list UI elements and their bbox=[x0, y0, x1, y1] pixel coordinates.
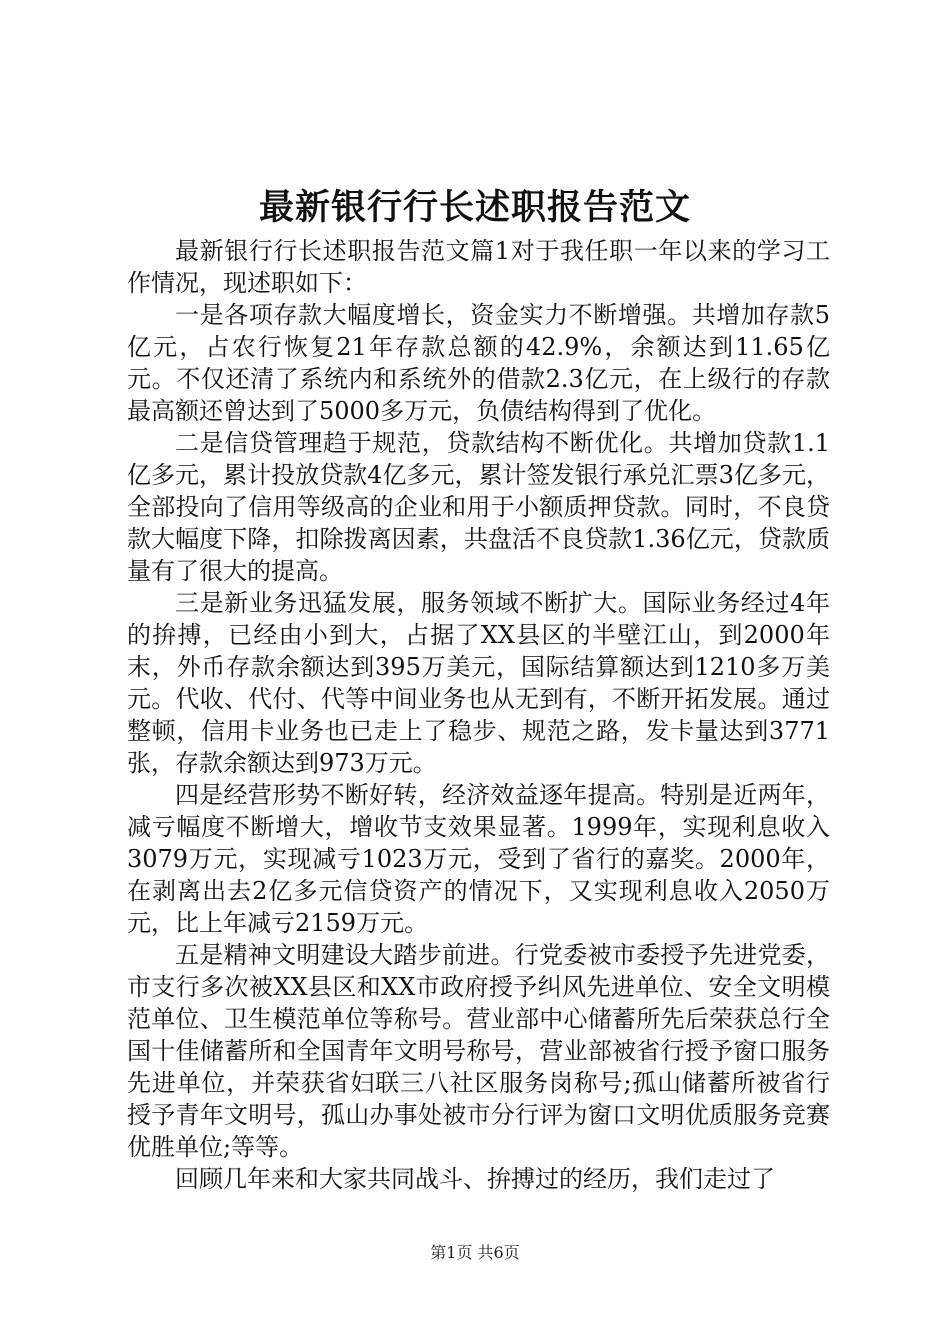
paragraph-review: 回顾几年来和大家共同战斗、拚搏过的经历，我们走过了 bbox=[175, 1165, 775, 1193]
paragraph-operations: 四是经营形势不断好转，经济效益逐年提高。特别是近两年，减亏幅度不断增大，增收节支效果显著。1999年，实现利息收入3079万元，实现减亏1023万元，受到了省行的嘉奖。2000年，在剥离出去2亿多元信贷资产的情况下，又实现利息收入2050万元，比上年减亏2159万元。 bbox=[127, 781, 830, 937]
paragraph-civilization: 五是精神文明建设大踏步前进。行党委被市委授予先进党委，市支行多次被XX县区和XX市政府授予纠风先进单位、安全文明模范单位、卫生模范单位等称号。营业部中心储蓄所先后荣获总行全国十佳储蓄所和全国青年文明号称号，营业部被省行授予窗口服务先进单位，并荣获省妇联三八社区服务岗称号;孤山储蓄所被省行授予青年文明号，孤山办事处被市分行评为窗口文明优质服务竞赛优胜单位;等等。 bbox=[127, 941, 830, 1161]
paragraph-new-business: 三是新业务迅猛发展，服务领域不断扩大。国际业务经过4年的拚搏，已经由小到大，占据了XX县区的半壁江山，到2000年末，外币存款余额达到395万美元，国际结算额达到1210多万美元。代收、代付、代等中间业务也从无到有，不断开拓发展。通过整顿，信用卡业务也已走上了稳步、规范之路，发卡量达到3771张，存款余额达到973万元。 bbox=[127, 589, 830, 777]
document-title: 最新银行行长述职报告范文 bbox=[258, 187, 691, 228]
paragraph-deposits: 一是各项存款大幅度增长，资金实力不断增强。共增加存款5亿元，占农行恢复21年存款总额的42.9%，余额达到11.65亿元。不仅还清了系统内和系统外的借款2.3亿元，在上级行的存款最高额还曾达到了5000多万元，负债结构得到了优化。 bbox=[127, 301, 830, 425]
document-body bbox=[127, 235, 830, 1195]
paragraph-loans: 二是信贷管理趋于规范，贷款结构不断优化。共增加贷款1.1亿多元，累计投放贷款4亿多元，累计签发银行承兑汇票3亿多元，全部投向了信用等级高的企业和用于小额质押贷款。同时，不良贷款大幅度下降，扣除拨离因素，共盘活不良贷款1.36亿元，贷款质量有了很大的提高。 bbox=[127, 429, 830, 585]
paragraph-intro: 最新银行行长述职报告范文篇1对于我任职一年以来的学习工作情况，现述职如下： bbox=[127, 237, 830, 297]
page-footer: 第1页 共6页 bbox=[430, 1243, 520, 1262]
